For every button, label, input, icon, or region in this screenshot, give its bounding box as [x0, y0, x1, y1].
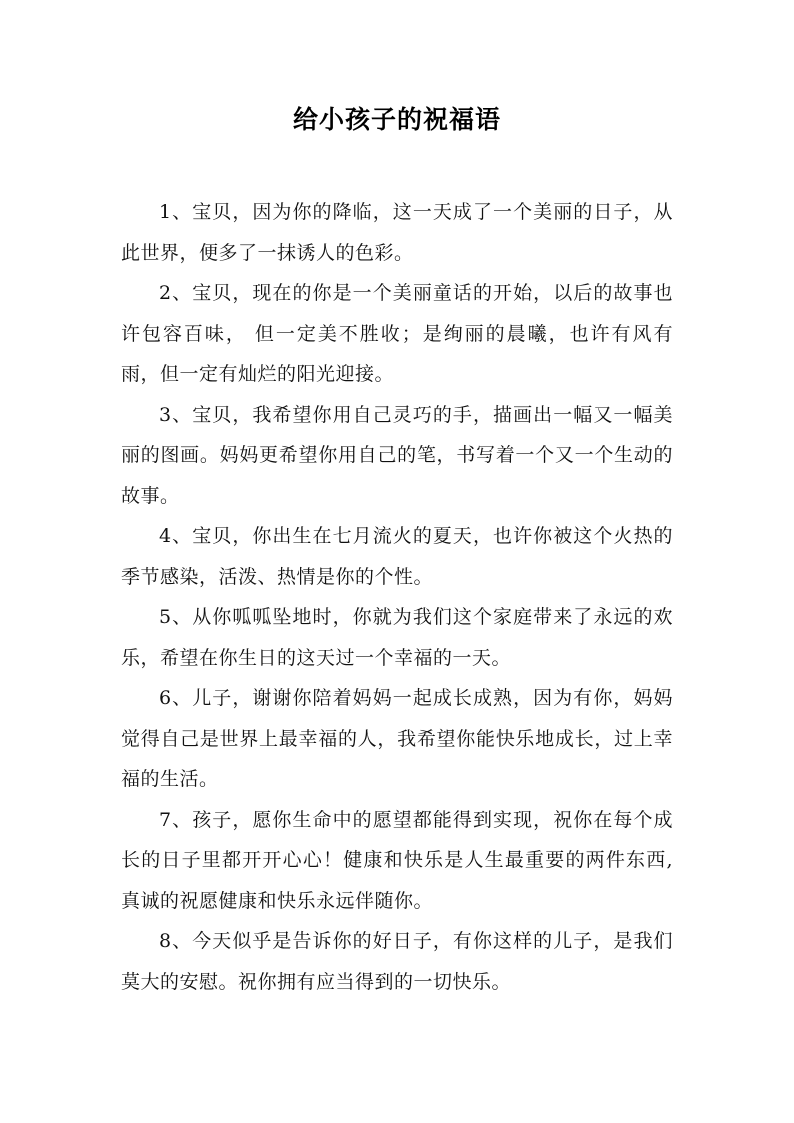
paragraph-3: 3、宝贝，我希望你用自己灵巧的手，描画出一幅又一幅美丽的图画。妈妈更希望你用自己的笔，书写着一个又一个生动的故事。 — [121, 403, 673, 507]
paragraph-7: 7、孩子，愿你生命中的愿望都能得到实现，祝你在每个成长的日子里都开开心心！健康和快乐是人生最重要的两件东西,真诚的祝愿健康和快乐永远伴随你。 — [121, 808, 673, 912]
document-title: 给小孩子的祝福语 — [292, 105, 501, 134]
document-body — [121, 192, 673, 1002]
paragraph-2: 2、宝贝，现在的你是一个美丽童话的开始，以后的故事也许包容百味， 但一定美不胜收；是绚丽的晨曦，也许有风有雨，但一定有灿烂的阳光迎接。 — [121, 282, 673, 385]
paragraph-4: 4、宝贝，你出生在七月流火的夏天，也许你被这个火热的季节感染，活泼、热情是你的个性。 — [121, 525, 673, 588]
paragraph-8: 8、今天似乎是告诉你的好日子，有你这样的儿子，是我们莫大的安慰。祝你拥有应当得到的一切快乐。 — [121, 930, 673, 993]
paragraph-1: 1、宝贝，因为你的降临，这一天成了一个美丽的日子，从此世界，便多了一抹诱人的色彩。 — [121, 201, 673, 264]
paragraph-6: 6、儿子，谢谢你陪着妈妈一起成长成熟，因为有你，妈妈觉得自己是世界上最幸福的人，我希望你能快乐地成长，过上幸福的生活。 — [121, 687, 673, 790]
paragraph-5: 5、从你呱呱坠地时，你就为我们这个家庭带来了永远的欢乐，希望在你生日的这天过一个幸福的一天。 — [121, 606, 673, 669]
